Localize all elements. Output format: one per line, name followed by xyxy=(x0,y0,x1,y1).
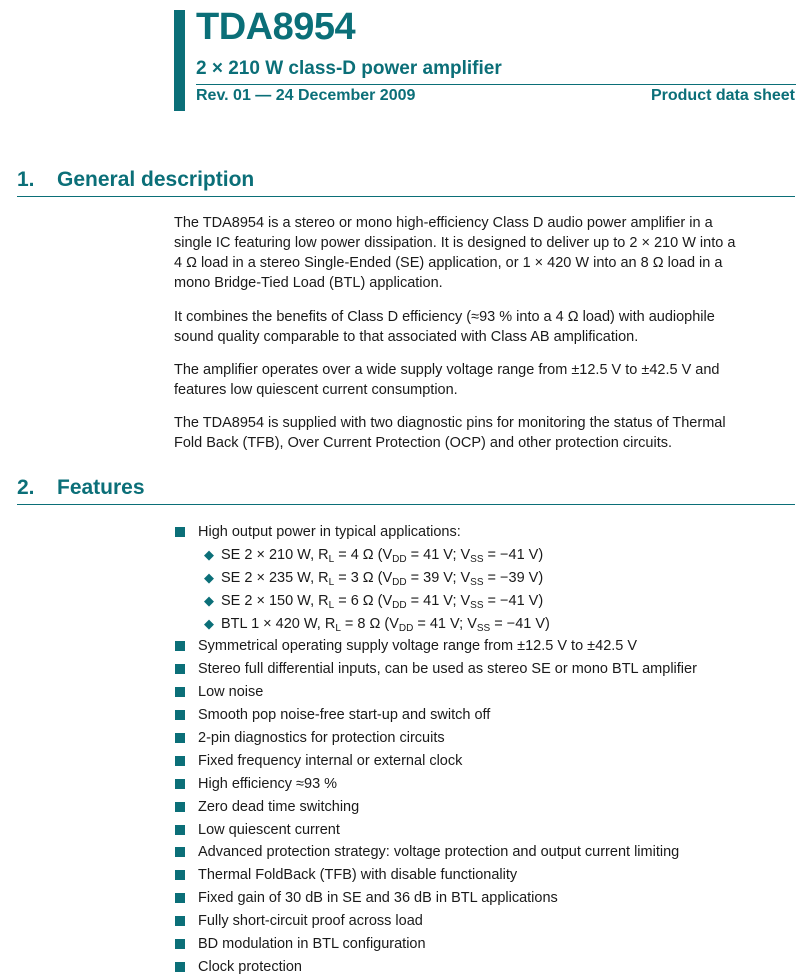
diamond-bullet-icon: ◆ xyxy=(204,592,214,608)
sub-list-item: ◆ SE 2 × 150 W, $R_L = 6$ Ω ($V_{DD} = 41$ V; $V_{SS} = -41$ V) xyxy=(174,590,794,613)
feature-text: BD modulation in BTL configuration xyxy=(198,936,426,953)
feature-text: Low noise xyxy=(198,684,264,701)
square-bullet-icon xyxy=(175,825,185,835)
list-item xyxy=(174,910,794,933)
feature-text: High output power in typical applications: xyxy=(198,524,461,540)
square-bullet-icon xyxy=(175,733,185,743)
text-line: The amplifier operates over a wide supply voltage range from ±12.5 V to ±42.5 V and xyxy=(174,362,720,378)
section-title: Features xyxy=(57,476,145,499)
list-item xyxy=(174,521,794,544)
text-line: The TDA8954 is a stereo or mono high-efficiency Class D audio power amplifier in a xyxy=(174,215,713,231)
document-subtitle: 2 × 210 W class-D power amplifier xyxy=(196,58,502,79)
feature-text: Fixed frequency internal or external clock xyxy=(198,752,463,769)
section-number: 2. xyxy=(17,476,35,499)
diamond-bullet-icon: ◆ xyxy=(204,615,214,631)
feature-text: Clock protection xyxy=(198,958,302,975)
list-item xyxy=(174,658,794,681)
list-item xyxy=(174,796,794,819)
list-item xyxy=(174,704,794,727)
text-line: single IC featuring low power dissipation. It is designed to deliver up to 2 × 210 W into a xyxy=(174,235,736,251)
feature-text: Low quiescent current xyxy=(198,821,340,838)
list-item xyxy=(174,681,794,704)
sub-list-item: ◆ SE 2 × 210 W, $R_L = 4$ Ω ($V_{DD} = 41$ V; $V_{SS} = -41$ V) xyxy=(174,544,794,567)
section-title: General description xyxy=(57,168,255,191)
list-item xyxy=(174,750,794,773)
square-bullet-icon xyxy=(175,756,185,766)
square-bullet-icon xyxy=(175,916,185,926)
feature-text: Advanced protection strategy: voltage protection and output current limiting xyxy=(198,844,680,861)
header-accent-bar xyxy=(174,10,185,111)
sub-list-item: ◆ BTL 1 × 420 W, $R_L = 8$ Ω ($V_{DD} = 41$ V; $V_{SS} = -41$ V) xyxy=(174,613,794,636)
feature-text: Stereo full differential inputs, can be used as stereo SE or mono BTL amplifier xyxy=(198,661,697,678)
diamond-bullet-icon: ◆ xyxy=(204,569,214,585)
square-bullet-icon xyxy=(175,664,185,674)
section-number: 1. xyxy=(17,168,35,191)
description-paragraph-1 xyxy=(174,213,794,293)
text-line: Fold Back (TFB), Over Current Protection (OCP) and other protection circuits. xyxy=(174,435,672,451)
list-item xyxy=(174,887,794,910)
square-bullet-icon xyxy=(175,710,185,720)
diamond-bullet-icon: ◆ xyxy=(204,546,214,562)
text-line: It combines the benefits of Class D efficiency (≈93 % into a 4 Ω load) with audiophile xyxy=(174,309,715,325)
document-title: TDA8954 xyxy=(196,6,356,48)
feature-text: Fully short-circuit proof across load xyxy=(198,913,423,930)
square-bullet-icon xyxy=(175,779,185,789)
text-line: mono Bridge-Tied Load (BTL) application. xyxy=(174,275,443,291)
square-bullet-icon xyxy=(175,870,185,880)
list-item xyxy=(174,933,794,956)
sub-list-item: ◆ SE 2 × 235 W, $R_L = 3$ Ω ($V_{DD} = 39$ V; $V_{SS} = -39$ V) xyxy=(174,567,794,590)
section-heading-general-description xyxy=(17,168,795,197)
text-line: The TDA8954 is supplied with two diagnostic pins for monitoring the status of Thermal xyxy=(174,415,726,431)
feature-text: Symmetrical operating supply voltage range from ±12.5 V to ±42.5 V xyxy=(198,638,638,655)
list-item xyxy=(174,841,794,864)
square-bullet-icon xyxy=(175,939,185,949)
revision-date: Rev. 01 — 24 December 2009 xyxy=(196,87,416,104)
list-item xyxy=(174,635,794,658)
square-bullet-icon xyxy=(175,527,185,537)
description-paragraph-4 xyxy=(174,413,794,453)
text-line: 4 Ω load in a stereo Single-Ended (SE) application, or 1 × 420 W into an 8 Ω load in a xyxy=(174,255,723,271)
feature-text: 2-pin diagnostics for protection circuits xyxy=(198,730,445,747)
square-bullet-icon xyxy=(175,687,185,697)
list-item xyxy=(174,864,794,887)
feature-text: High efficiency ≈93 % xyxy=(198,775,338,792)
features-list xyxy=(174,521,794,979)
list-item xyxy=(174,727,794,750)
square-bullet-icon xyxy=(175,893,185,903)
list-item xyxy=(174,956,794,979)
list-item xyxy=(174,819,794,842)
text-line: sound quality comparable to that associated with Class AB amplification. xyxy=(174,329,639,345)
feature-text: Thermal FoldBack (TFB) with disable functionality xyxy=(198,867,518,884)
list-item xyxy=(174,773,794,796)
square-bullet-icon xyxy=(175,802,185,812)
square-bullet-icon xyxy=(175,847,185,857)
square-bullet-icon xyxy=(175,641,185,651)
description-paragraph-2 xyxy=(174,307,794,347)
square-bullet-icon xyxy=(175,962,185,972)
document-type: Product data sheet xyxy=(650,87,795,104)
text-line: features low quiescent current consumption. xyxy=(174,382,458,398)
feature-text: Smooth pop noise-free start-up and switch off xyxy=(198,707,491,724)
description-paragraph-3 xyxy=(174,360,794,400)
feature-text: Fixed gain of 30 dB in SE and 36 dB in BTL applications xyxy=(198,890,558,907)
section-heading-features xyxy=(17,476,795,505)
header-rule xyxy=(196,84,796,85)
feature-text: Zero dead time switching xyxy=(198,798,360,815)
